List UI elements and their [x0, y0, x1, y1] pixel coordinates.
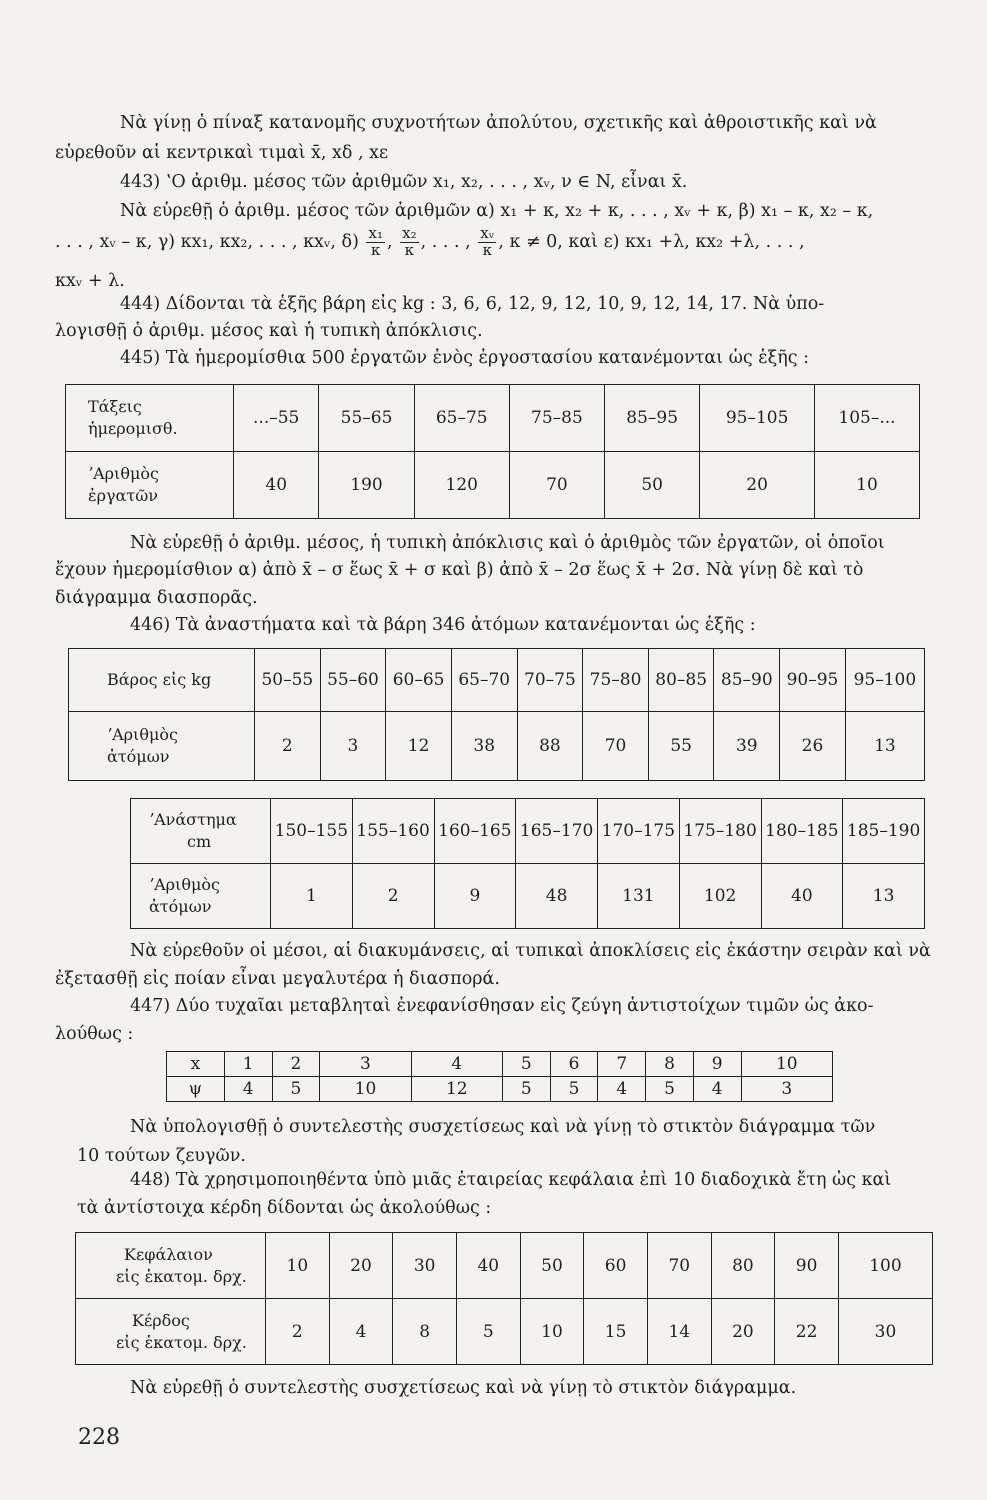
table-cell: 48	[516, 864, 598, 929]
weights-table	[68, 648, 925, 781]
table-cell: 190	[319, 452, 414, 519]
exercise-448: 448) Τὰ χρησιμοποιηθέντα ὑπὸ μιᾶς ἑταιρείας κεφάλαια ἐπὶ 10 διαδοχικὰ ἔτη ὡς καὶ	[130, 1170, 892, 1190]
table-cell: 38	[451, 712, 517, 781]
text-line: Νὰ εὑρεθοῦν οἱ μέσοι, αἱ διακυμάνσεις, αἱ τυπικαὶ ἀποκλίσεις εἰς ἑκάστην σειρὰν καὶ νὰ	[130, 941, 931, 961]
table-cell: 2	[266, 1299, 330, 1365]
table-cell: 50	[605, 452, 700, 519]
fraction-denominator: κ	[482, 240, 492, 259]
table-cell: 12	[411, 1077, 502, 1102]
text-fragment: , κ ≠ 0, καὶ ε) κx₁ +λ, κx₂ +λ, . . . ,	[498, 231, 805, 252]
table-cell: 14	[647, 1299, 711, 1365]
table-cell: 30	[838, 1299, 932, 1365]
table-cell: 10	[320, 1077, 411, 1102]
table-header-cell: ʼΑριθμὸς ἐργατῶν	[66, 452, 234, 519]
table-cell: 155–160	[352, 799, 434, 864]
table-row	[131, 864, 925, 929]
table-cell: 5	[646, 1077, 694, 1102]
table-cell: 170–175	[598, 799, 680, 864]
fraction-numerator: x₂	[402, 224, 417, 242]
text-line: λογισθῇ ὁ ἀριθμ. μέσος καὶ ἡ τυπικὴ ἀπόκλισις.	[55, 321, 483, 341]
table-cell: 22	[775, 1299, 839, 1365]
table-cell: 75–80	[583, 649, 649, 712]
table-cell: 185–190	[843, 799, 925, 864]
table-row	[131, 799, 925, 864]
text-line: διάγραμμα διασπορᾶς.	[55, 588, 258, 608]
exercise-447: 447) Δύο τυχαῖαι μεταβληταὶ ἐνεφανίσθησαν εἰς ζεύγη ἀντιστοίχων τιμῶν ὡς ἀκο-	[130, 996, 874, 1016]
fraction	[478, 226, 496, 259]
table-cell: 1	[224, 1052, 272, 1077]
table-header-cell: ʼΑριθμὸς ἀτόμων	[69, 712, 255, 781]
table-cell: 150–155	[271, 799, 353, 864]
fraction	[400, 226, 418, 259]
table-cell: 131	[598, 864, 680, 929]
table-cell: 12	[386, 712, 452, 781]
table-cell: 5	[272, 1077, 320, 1102]
table-cell: 10	[741, 1052, 832, 1077]
table-cell: 165–170	[516, 799, 598, 864]
table-cell: 4	[224, 1077, 272, 1102]
table-cell: 2	[352, 864, 434, 929]
table-row	[167, 1077, 833, 1102]
table-cell: 55	[648, 712, 714, 781]
table-header-cell: Τάξεις ἡμερομισθ.	[66, 385, 234, 452]
exercise-444: 444) Δίδονται τὰ ἑξῆς βάρη εἰς kg : 3, 6, 6, 12, 9, 12, 10, 9, 12, 14, 17. Νὰ ὑπο-	[120, 294, 825, 314]
table-cell: 105–...	[814, 385, 919, 452]
text-line: Νὰ εὑρεθῇ ὁ συντελεστὴς συσχετίσεως καὶ νὰ γίνῃ τὸ στικτὸν διάγραμμα.	[130, 1378, 797, 1398]
text-line-with-fractions: . . . , xᵥ – κ, γ) κx₁, κx₂, . . . , κxᵥ, δ) $\frac{\text{x₁}}{\kappa}$ , $\frac{\text{x₂}}{\kappa}$ , . . . , $\frac{\text{xᵥ}}{\kappa}$ , κ ≠ 0, καὶ ε) κx₁ +λ, κx₂ +λ, . . . ,	[55, 224, 805, 259]
table-cell: 55–65	[319, 385, 414, 452]
table-cell: 3	[320, 712, 386, 781]
table-cell: 70	[583, 712, 649, 781]
table-cell: 95–100	[845, 649, 924, 712]
exercise-445: 445) Τὰ ἡμερομίσθια 500 ἐργατῶν ἑνὸς ἐργοστασίου κατανέμονται ὡς ἑξῆς :	[120, 348, 810, 368]
text-fragment: . . . , xᵥ – κ, γ) κx₁, κx₂, . . . , κxᵥ, δ)	[55, 231, 359, 252]
table-cell: 102	[679, 864, 761, 929]
heights-table	[130, 798, 925, 929]
table-cell: 1	[271, 864, 353, 929]
table-cell: 85–90	[714, 649, 780, 712]
table-cell: 7	[598, 1052, 646, 1077]
table-cell: 60–65	[386, 649, 452, 712]
table-cell: 4	[693, 1077, 741, 1102]
table-cell: 40	[761, 864, 843, 929]
table-cell: 70–75	[517, 649, 583, 712]
table-cell: 50	[520, 1233, 584, 1299]
text-line: ἔχουν ἡμερομίσθιον α) ἀπὸ x̄ – σ ἕως x̄ + σ καὶ β) ἀπὸ x̄ – 2σ ἕως x̄ + 2σ. Νὰ γίνῃ δὲ καὶ τὸ	[55, 560, 864, 580]
table-cell: 13	[845, 712, 924, 781]
table-cell: 8	[393, 1299, 457, 1365]
table-cell: 39	[714, 712, 780, 781]
text-line: τὰ ἀντίστοιχα κέρδη δίδονται ὡς ἀκολούθως :	[77, 1198, 492, 1218]
text-line: κxᵥ + λ.	[55, 271, 125, 291]
fraction-denominator: κ	[404, 240, 415, 259]
fraction-denominator: κ	[371, 240, 381, 259]
table-cell: 60	[584, 1233, 648, 1299]
table-cell: 4	[329, 1299, 393, 1365]
table-cell: 20	[329, 1233, 393, 1299]
table-cell: 5	[502, 1077, 550, 1102]
table-cell: 5	[502, 1052, 550, 1077]
table-cell: 8	[646, 1052, 694, 1077]
pairs-table	[166, 1051, 833, 1102]
table-row	[76, 1233, 933, 1299]
fraction	[366, 226, 384, 259]
fraction-numerator: xᵥ	[480, 224, 495, 242]
table-header-cell: Κεφάλαιον εἰς ἑκατομ. δρχ.	[76, 1233, 266, 1299]
table-cell: 10	[266, 1233, 330, 1299]
table-cell: 100	[838, 1233, 932, 1299]
text-line: λούθως :	[55, 1024, 134, 1044]
table-cell: 9	[693, 1052, 741, 1077]
table-cell: 80	[711, 1233, 775, 1299]
table-cell: 70	[647, 1233, 711, 1299]
table-cell: 90–95	[780, 649, 846, 712]
table-cell: 10	[520, 1299, 584, 1365]
table-cell: 3	[741, 1077, 832, 1102]
wages-table	[65, 384, 920, 519]
table-cell: 13	[843, 864, 925, 929]
table-cell: 80–85	[648, 649, 714, 712]
table-row	[66, 385, 920, 452]
table-row	[69, 712, 925, 781]
table-header-cell: x	[167, 1052, 225, 1077]
table-cell: 26	[780, 712, 846, 781]
table-cell: 40	[456, 1233, 520, 1299]
exercise-443: 443) ʽΟ ἀριθμ. μέσος τῶν ἀριθμῶν x₁, x₂, . . . , xᵥ, ν ∈ N, εἶναι x̄.	[120, 172, 688, 192]
text-line: ἐξετασθῇ εἰς ποίαν εἶναι μεγαλυτέρα ἡ διασπορά.	[55, 969, 500, 989]
table-cell: 75–85	[509, 385, 604, 452]
table-cell: 30	[393, 1233, 457, 1299]
table-row	[167, 1052, 833, 1077]
table-cell: 9	[434, 864, 516, 929]
table-cell: 160–165	[434, 799, 516, 864]
table-cell: 5	[456, 1299, 520, 1365]
text-line: Νὰ εὑρεθῇ ὁ ἀριθμ. μέσος, ἡ τυπικὴ ἀπόκλισις καὶ ὁ ἀριθμὸς τῶν ἐργατῶν, οἱ ὁποῖοι	[130, 533, 885, 553]
table-cell: 175–180	[679, 799, 761, 864]
table-cell: 20	[711, 1299, 775, 1365]
table-cell: 180–185	[761, 799, 843, 864]
table-cell: 88	[517, 712, 583, 781]
table-cell: 65–70	[451, 649, 517, 712]
table-cell: 120	[414, 452, 509, 519]
table-cell: 20	[700, 452, 815, 519]
table-cell: 5	[550, 1077, 598, 1102]
table-cell: 50–55	[255, 649, 321, 712]
table-cell: 10	[814, 452, 919, 519]
text-line: Νὰ ὑπολογισθῇ ὁ συντελεστὴς συσχετίσεως καὶ νὰ γίνῃ τὸ στικτὸν διάγραμμα τῶν	[130, 1117, 876, 1137]
table-cell: 3	[320, 1052, 411, 1077]
table-cell: 6	[550, 1052, 598, 1077]
table-header-cell: ψ	[167, 1077, 225, 1102]
exercise-446: 446) Τὰ ἀναστήματα καὶ τὰ βάρη 346 ἀτόμων κατανέμονται ὡς ἑξῆς :	[130, 615, 756, 635]
table-cell: 4	[411, 1052, 502, 1077]
table-header-cell: Βάρος εἰς kg	[69, 649, 255, 712]
table-cell: 4	[598, 1077, 646, 1102]
table-cell: 85–95	[605, 385, 700, 452]
table-cell: 90	[775, 1233, 839, 1299]
fraction-numerator: x₁	[368, 224, 383, 242]
table-row	[66, 452, 920, 519]
table-cell: 65–75	[414, 385, 509, 452]
capital-profit-table	[75, 1232, 933, 1365]
text-fragment: , . . . ,	[420, 231, 471, 252]
table-cell: 70	[509, 452, 604, 519]
table-header-cell: Κέρδος εἰς ἑκατομ. δρχ.	[76, 1299, 266, 1365]
text-line: 10 τούτων ζευγῶν.	[77, 1146, 246, 1166]
table-header-cell: ʼΑνάστημα cm	[131, 799, 271, 864]
table-cell: 40	[234, 452, 319, 519]
text-line: Νὰ εὑρεθῇ ὁ ἀριθμ. μέσος τῶν ἀριθμῶν α) x₁ + κ, x₂ + κ, . . . , xᵥ + κ, β) x₁ – κ, x₂ – κ,	[120, 201, 874, 221]
table-cell: 2	[255, 712, 321, 781]
table-row	[69, 649, 925, 712]
table-cell: ...–55	[234, 385, 319, 452]
page-number: 228	[78, 1425, 120, 1450]
table-cell: 95–105	[700, 385, 815, 452]
table-cell: 55–60	[320, 649, 386, 712]
text-line: εὑρεθοῦν αἱ κεντρικαὶ τιμαὶ x̄, xδ , xε	[55, 143, 389, 163]
table-cell: 2	[272, 1052, 320, 1077]
table-cell: 15	[584, 1299, 648, 1365]
table-row	[76, 1299, 933, 1365]
text-line: Νὰ γίνῃ ὁ πίναξ κατανομῆς συχνοτήτων ἀπολύτου, σχετικῆς καὶ ἀθροιστικῆς καὶ νὰ	[120, 113, 877, 133]
table-header-cell: ʼΑριθμὸς ἀτόμων	[131, 864, 271, 929]
